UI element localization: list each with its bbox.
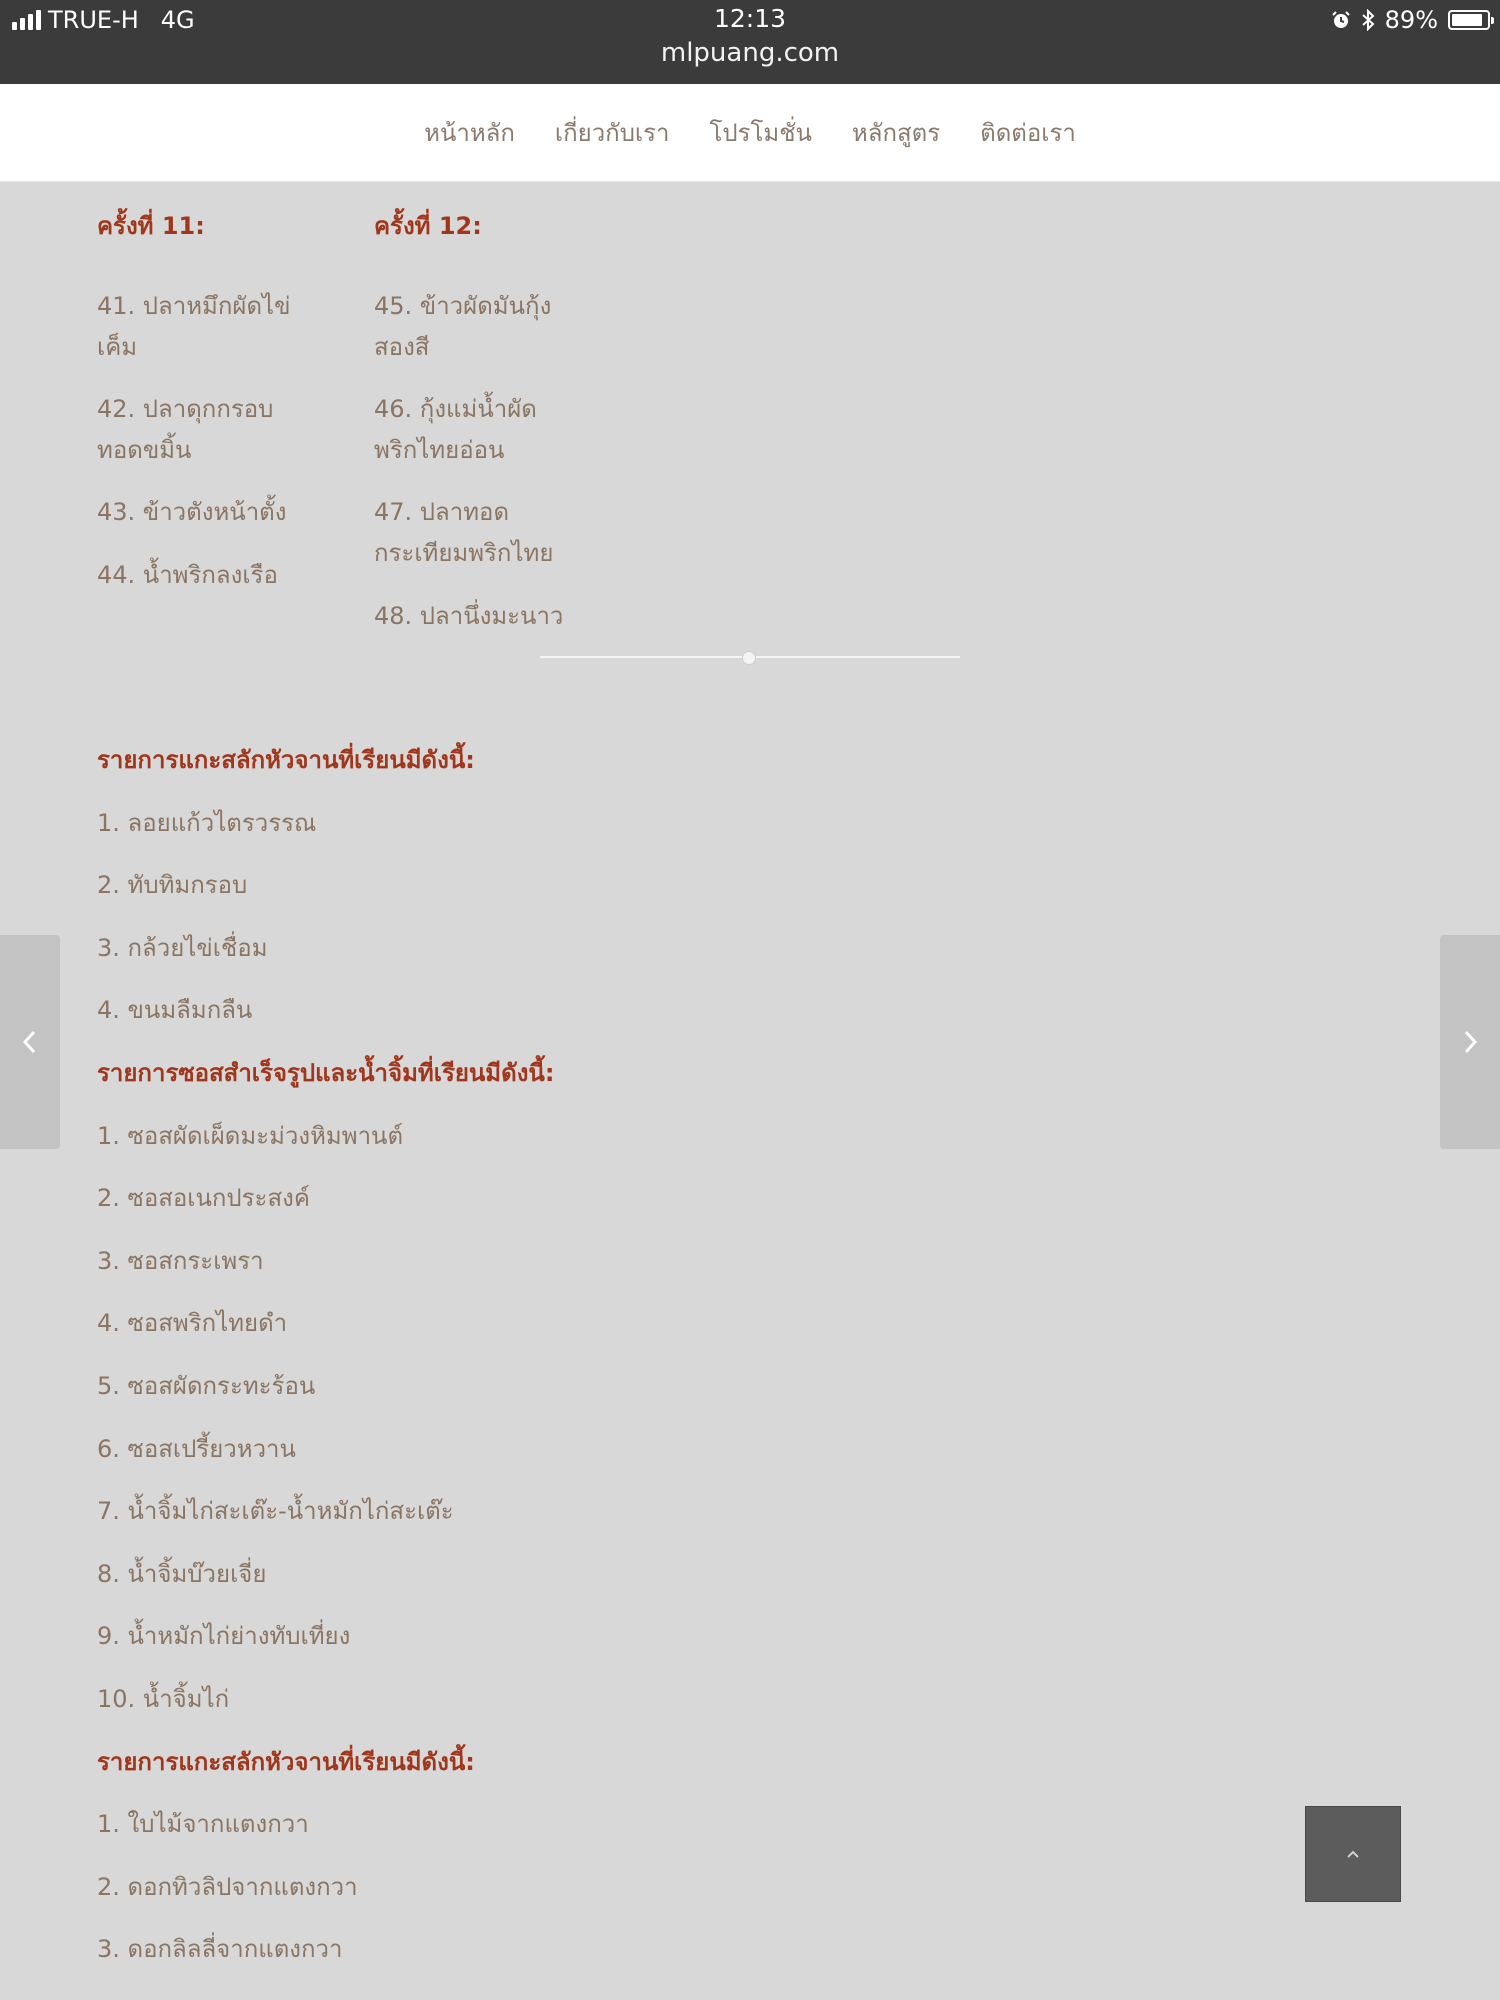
list-item: 9. น้ำหมักไก่ย่างทับเที่ยง (97, 1622, 351, 1650)
list-item: 1. ลอยแก้วไตรวรรณ (97, 809, 317, 837)
nav-item-0[interactable]: หน้าหลัก (424, 119, 515, 147)
list-item: 2. ซอสอเนกประสงค์ (97, 1184, 310, 1212)
round-title: ครั้งที่ 12: (374, 212, 482, 240)
carrier-label: TRUE-H (48, 6, 139, 34)
menu-item-line: เค็ม (97, 333, 138, 361)
chevron-up-icon (1345, 1849, 1361, 1859)
list-item: 10. น้ำจิ้มไก่ (97, 1685, 230, 1713)
list-item: 4. ขนมลืมกลืน (97, 996, 253, 1024)
section-heading: รายการแกะสลักหัวจานที่เรียนมีดังนี้: (97, 1748, 475, 1776)
list-item: 3. กล้วยไข่เชื่อม (97, 934, 268, 962)
menu-item-line: ทอดขมิ้น (97, 436, 192, 464)
list-item: 1. ซอสผัดเผ็ดมะม่วงหิมพานต์ (97, 1122, 404, 1150)
menu-item-line: พริกไทยอ่อน (374, 436, 505, 464)
menu-item-line: 48. ปลานึ่งมะนาว (374, 602, 564, 630)
battery-percent: 89% (1384, 6, 1438, 34)
menu-item (374, 492, 553, 574)
network-label: 4G (160, 6, 195, 34)
menu-item-line: 47. ปลาทอด (374, 498, 510, 526)
divider-dot (742, 651, 756, 665)
menu-item-line: 44. น้ำพริกลงเรือ (97, 561, 278, 589)
menu-item (374, 286, 551, 368)
nav-item-1[interactable]: เกี่ยวกับเรา (554, 119, 670, 147)
status-bar (0, 0, 1500, 84)
menu-item (374, 596, 563, 637)
alarm-icon (1331, 10, 1351, 30)
menu-item-line: 43. ข้าวตังหน้าตั้ง (97, 498, 287, 526)
next-page-button[interactable] (1440, 935, 1500, 1149)
list-item: 4. ซอสพริกไทยดำ (97, 1309, 288, 1337)
section-heading: รายการแกะสลักหัวจานที่เรียนมีดังนี้: (97, 746, 475, 774)
nav-item-2[interactable]: โปรโมชั่น (709, 119, 812, 147)
menu-item-line: 45. ข้าวผัดมันกุ้ง (374, 292, 552, 320)
list-item: 1. ใบไม้จากแตงกวา (97, 1810, 309, 1838)
menu-item (97, 286, 291, 368)
section-heading: รายการซอสสำเร็จรูปและน้ำจิ้มที่เรียนมีดังนี้: (97, 1059, 555, 1087)
menu-item (374, 389, 537, 471)
bluetooth-icon (1361, 9, 1375, 31)
battery-icon (1448, 10, 1490, 30)
main-nav (0, 84, 1500, 182)
menu-item-line: 46. กุ้งแม่น้ำผัด (374, 395, 537, 423)
menu-item (97, 492, 286, 533)
nav-item-4[interactable]: ติดต่อเรา (980, 119, 1076, 147)
list-item: 2. ดอกทิวลิปจากแตงกวา (97, 1873, 358, 1901)
clock: 12:13 (713, 4, 787, 33)
chevron-right-icon (1461, 1029, 1479, 1055)
list-item: 8. น้ำจิ้มบ๊วยเจี่ย (97, 1560, 267, 1588)
menu-item-line: กระเทียมพริกไทย (374, 539, 554, 567)
list-item: 5. ซอสผัดกระทะร้อน (97, 1372, 316, 1400)
scroll-to-top-button[interactable] (1305, 1806, 1401, 1902)
chevron-left-icon (21, 1029, 39, 1055)
menu-item (97, 555, 278, 596)
list-item: 3. ซอสกระเพรา (97, 1247, 264, 1275)
menu-item-line: 42. ปลาดุกกรอบ (97, 395, 274, 423)
menu-item-line: 41. ปลาหมึกผัดไข่ (97, 292, 291, 320)
round-title: ครั้งที่ 11: (97, 212, 205, 240)
list-item: 2. ทับทิมกรอบ (97, 871, 248, 899)
menu-item (97, 389, 273, 471)
url-bar[interactable]: mlpuang.com (660, 38, 840, 68)
list-item: 3. ดอกลิลลี่จากแตงกวา (97, 1935, 343, 1963)
list-item: 7. น้ำจิ้มไก่สะเต๊ะ-น้ำหมักไก่สะเต๊ะ (97, 1497, 454, 1525)
list-item: 6. ซอสเปรี้ยวหวาน (97, 1435, 296, 1463)
nav-item-3[interactable]: หลักสูตร (851, 119, 941, 147)
status-right (1331, 5, 1490, 35)
prev-page-button[interactable] (0, 935, 60, 1149)
menu-item-line: สองสี (374, 333, 430, 361)
